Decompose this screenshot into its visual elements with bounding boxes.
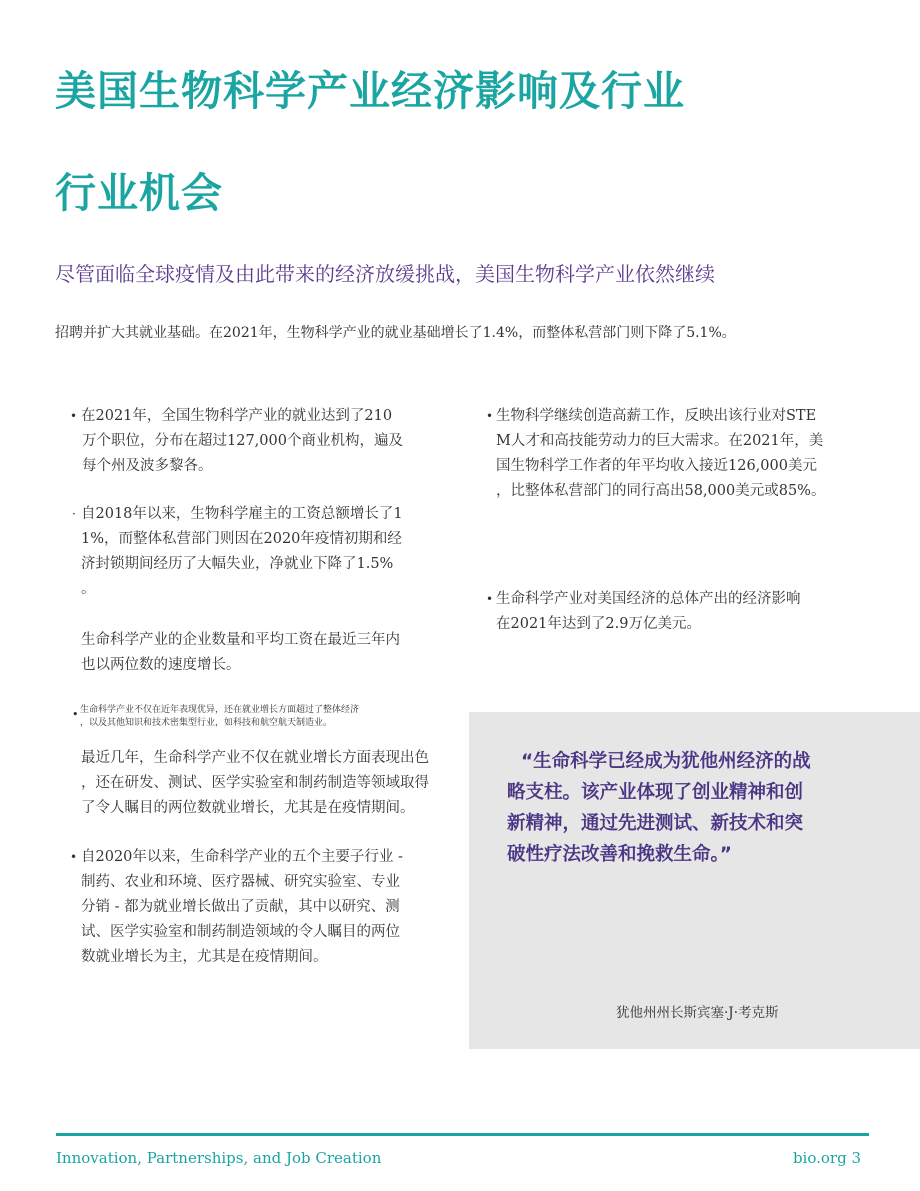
small-note-line: 生命科学产业不仅在近年表现优异，还在就业增长方面超过了整体经济 [80,705,360,715]
right-bullet-1-line: ，比整体私营部门的同行高出58,000美元或85%。 [496,483,826,499]
quote-line: “生命科学已经成为犹他州经济的战 [521,751,811,772]
quote-box [469,712,920,1049]
left-paragraph-4-line: 最近几年，生命科学产业不仅在就业增长方面表现出色 [81,750,429,766]
left-bullet-5-line: 自2020年以来，生命科学产业的五个主要子行业 - [81,849,403,865]
left-bullet-1-line: 万个职位，分布在超过127,000个商业机构，遍及 [82,433,403,449]
left-bullet-2-line: 自2018年以来，生物科学雇主的工资总额增长了1 [81,506,403,522]
bullet-marker: • [70,850,78,864]
quote-line: 新精神，通过先进测试、新技术和突 [507,813,804,834]
left-paragraph-3-line: 生命科学产业的企业数量和平均工资在最近三年内 [81,632,400,648]
bullet-marker: • [486,409,494,423]
small-note [72,704,402,730]
quote-attribution: 犹他州州长斯宾塞·J·考克斯 [616,1005,779,1021]
right-bullet-1-line: 国生物科学工作者的年平均收入接近126,000美元 [496,458,817,474]
left-bullet-5-line: 分销 - 都为就业增长做出了贡献，其中以研究、测 [81,899,400,915]
page-title-line2: 行业机会 [55,169,223,217]
left-bullet-2 [72,502,462,602]
small-note-line: ，以及其他知识和技术密集型行业，如科技和航空航天制造业。 [80,718,333,728]
left-bullet-1 [70,404,460,479]
left-bullet-5 [70,845,460,970]
bullet-marker: • [72,708,79,721]
left-bullet-5-line: 试、医学实验室和制药制造领域的令人瞩目的两位 [81,924,400,940]
left-bullet-1-line: 在2021年，全国生物科学产业的就业达到了210 [81,408,393,424]
bullet-marker: • [486,592,494,606]
subtitle: 尽管面临全球疫情及由此带来的经济放缓挑战，美国生物科学产业依然继续 [55,262,715,286]
bullet-marker: • [70,409,78,423]
left-paragraph-4-line: ，还在研发、测试、医学实验室和制药制造等领域取得 [81,775,429,791]
left-bullet-2-line: 济封锁期间经历了大幅失业，净就业下降了1.5% [81,556,394,572]
left-bullet-1-line: 每个州及波多黎各。 [82,458,213,474]
left-paragraph-3-line: 也以两位数的速度增长。 [81,657,241,673]
left-paragraph-3 [81,628,471,678]
intro-text: 招聘并扩大其就业基础。在2021年，生物科学产业的就业基础增长了1.4%，而整体私营部门则下降了5.1%。 [55,325,736,341]
right-bullet-2-line: 生命科学产业对美国经济的总体产出的经济影响 [496,591,801,607]
left-bullet-2-line: 。 [81,581,96,597]
bullet-marker: · [72,507,76,521]
footer-divider [56,1133,869,1136]
page-title-line1: 美国生物科学产业经济影响及行业 [55,67,685,115]
left-paragraph-4 [81,746,471,821]
quote-text [507,746,907,870]
right-bullet-2-line: 在2021年达到了2.9万亿美元。 [496,616,701,632]
right-bullet-1-line: M人才和高技能劳动力的巨大需求。在2021年，美 [496,433,824,449]
quote-line: 略支柱。该产业体现了创业精神和创 [507,782,804,803]
right-bullet-1-line: 生物科学继续创造高薪工作，反映出该行业对STE [496,408,817,424]
left-bullet-2-line: 1%，而整体私营部门则因在2020年疫情初期和经 [81,531,402,547]
right-bullet-2 [486,587,886,637]
footer-page-number: bio.org 3 [792,1149,861,1167]
left-bullet-5-line: 制药、农业和环境、医疗器械、研究实验室、专业 [81,874,400,890]
left-paragraph-4-line: 了令人瞩目的两位数就业增长，尤其是在疫情期间。 [81,800,415,816]
right-bullet-1 [486,404,886,504]
left-bullet-5-line: 数就业增长为主，尤其是在疫情期间。 [81,949,328,965]
quote-line: 破性疗法改善和挽救生命。” [507,844,732,865]
footer-left-text: Innovation, Partnerships, and Job Creation [56,1149,382,1167]
